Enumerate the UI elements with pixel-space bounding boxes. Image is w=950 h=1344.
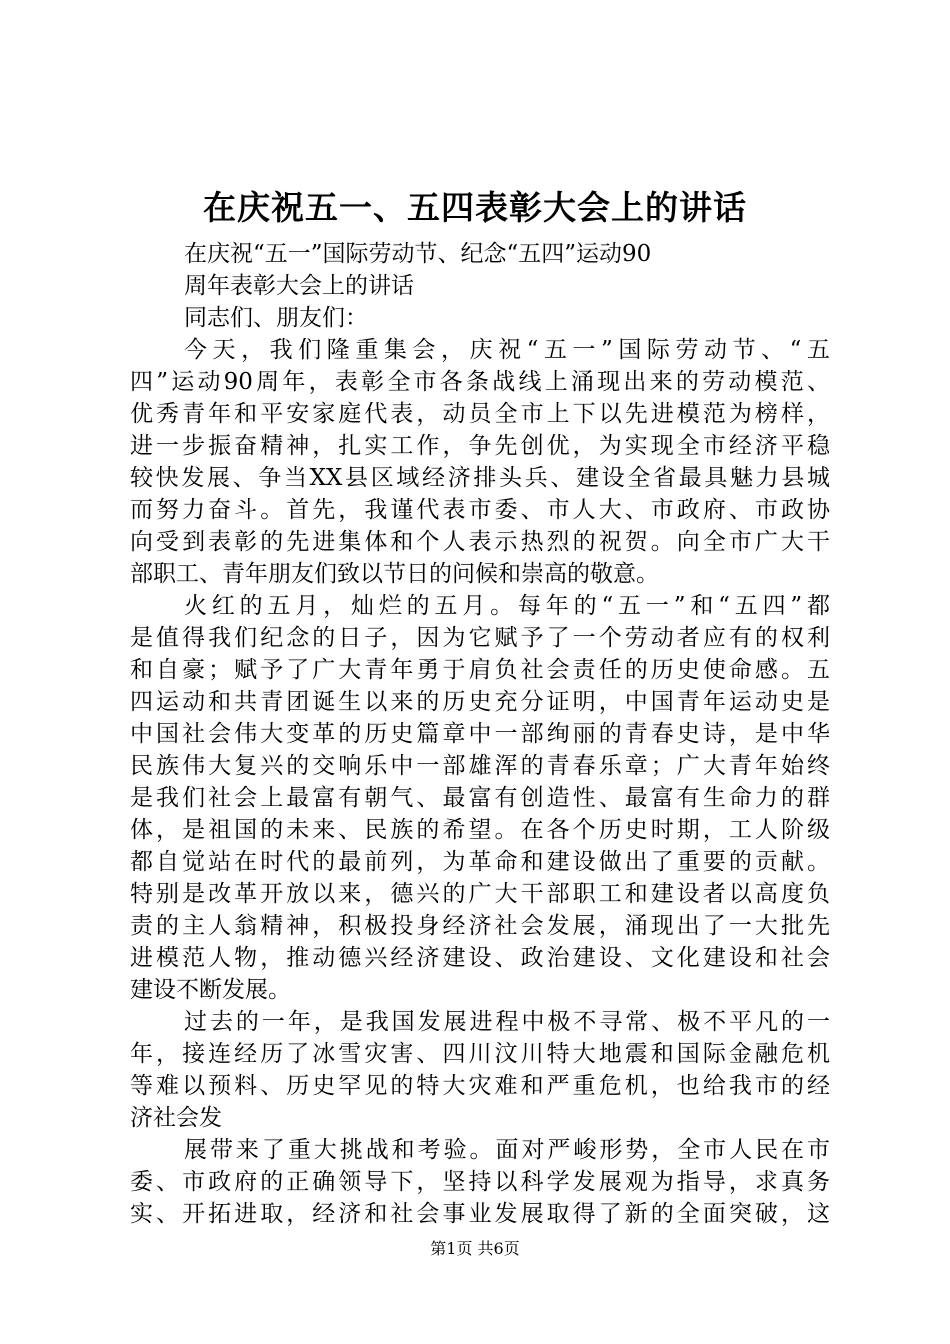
paragraph-line: 济社会发: [130, 1105, 222, 1131]
salutation: 同志们、朋友们：: [184, 305, 368, 331]
paragraph-line: 等难以预料、历史罕见的特大灾难和严重危机，也给我市的经: [130, 1073, 830, 1099]
document-title: 在庆祝五一、五四表彰大会上的讲话: [203, 188, 747, 227]
paragraph-line: 向受到表彰的先进集体和个人表示热烈的祝贺。向全市广大干: [130, 529, 830, 555]
paragraph-line: 较快发展、争当XX县区域经济排头兵、建设全省最具魅力县城: [130, 465, 830, 491]
paragraph-line: 体，是祖国的未来、民族的希望。在各个历史时期，工人阶级: [130, 817, 830, 843]
paragraph-line: 实、开拓进取，经济和社会事业发展取得了新的全面突破，这: [130, 1201, 830, 1227]
paragraph-line: 责的主人翁精神，积极投身经济社会发展，涌现出了一大批先: [130, 913, 830, 939]
paragraph-line: 四”运动90周年，表彰全市各条战线上涌现出来的劳动模范、: [130, 369, 830, 395]
paragraph-line: 部职工、青年朋友们致以节日的问候和崇高的敬意。: [130, 561, 659, 587]
paragraph-line: 和自豪；赋予了广大青年勇于肩负社会责任的历史使命感。五: [130, 657, 830, 683]
paragraph-line: 中国社会伟大变革的历史篇章中一部绚丽的青春史诗，是中华: [130, 721, 830, 747]
paragraph-line: 而努力奋斗。首先，我谨代表市委、市人大、市政府、市政协: [130, 497, 830, 523]
paragraph-line: 今天，我们隆重集会，庆祝“五一”国际劳动节、“五: [184, 337, 830, 363]
paragraph-line: 展带来了重大挑战和考验。面对严峻形势，全市人民在市: [184, 1137, 830, 1163]
paragraph-line: 建设不断发展。: [130, 977, 291, 1003]
paragraph-line: 年，接连经历了冰雪灾害、四川汶川特大地震和国际金融危机: [130, 1041, 830, 1067]
subtitle-line: 周年表彰大会上的讲话: [184, 273, 414, 299]
paragraph-line: 四运动和共青团诞生以来的历史充分证明，中国青年运动史是: [130, 689, 830, 715]
paragraph-line: 优秀青年和平安家庭代表，动员全市上下以先进模范为榜样，: [130, 401, 830, 427]
paragraph-line: 都自觉站在时代的最前列，为革命和建设做出了重要的贡献。: [130, 849, 830, 875]
paragraph-line: 是值得我们纪念的日子，因为它赋予了一个劳动者应有的权利: [130, 625, 830, 651]
paragraph-line: 进一步振奋精神，扎实工作，争先创优，为实现全市经济平稳: [130, 433, 830, 459]
paragraph-line: 特别是改革开放以来，德兴的广大干部职工和建设者以高度负: [130, 881, 830, 907]
paragraph-line: 火红的五月，灿烂的五月。每年的“五一”和“五四”都: [184, 593, 830, 619]
paragraph-line: 是我们社会上最富有朝气、最富有创造性、最富有生命力的群: [130, 785, 830, 811]
page-footer: 第1页 共6页: [430, 1239, 520, 1258]
paragraph-line: 委、市政府的正确领导下，坚持以科学发展观为指导，求真务: [130, 1169, 830, 1195]
paragraph-line: 过去的一年，是我国发展进程中极不寻常、极不平凡的一: [184, 1009, 830, 1035]
paragraph-line: 民族伟大复兴的交响乐中一部雄浑的青春乐章；广大青年始终: [130, 753, 830, 779]
paragraph-line: 进模范人物，推动德兴经济建设、政治建设、文化建设和社会: [130, 945, 830, 971]
subtitle-line: 在庆祝“五一”国际劳动节、纪念“五四”运动90: [184, 241, 652, 267]
